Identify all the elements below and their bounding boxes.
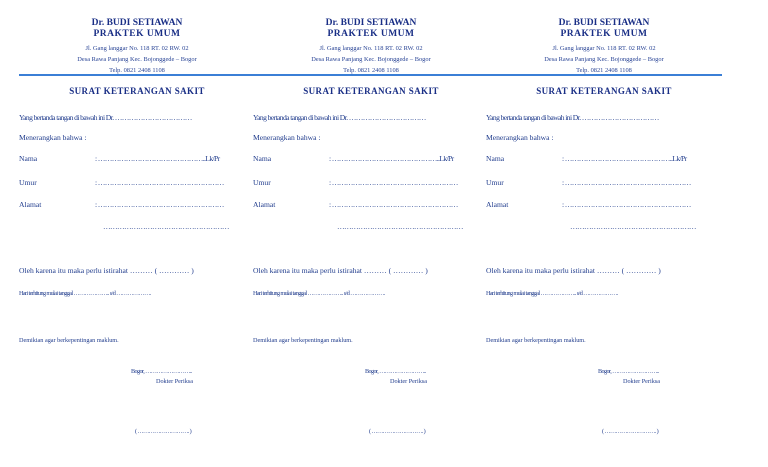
menerangkan-line: Menerangkan bahwa : — [253, 133, 321, 142]
demikian-line: Demikian agar berkepentingan maklum. — [253, 337, 353, 344]
hari-line: Hari terhitung mulai tanggal ……………….. s/d ………………. — [253, 290, 385, 297]
umur-label: Umur — [253, 178, 271, 187]
alamat-value: : ……………………………………………… — [329, 200, 458, 209]
nama-value: : ………………………………………..Lk/Pr — [329, 154, 454, 163]
phone: Telp. 0821 2408 1108 — [343, 67, 399, 74]
intro-line: Yang bertanda tangan di bawah ini Dr. …………………………… — [486, 113, 659, 122]
place-date-line: Bogor, …………………….. — [365, 368, 426, 375]
doctor-name: Dr. BUDI SETIAWAN — [325, 18, 417, 28]
nama-value: : ………………………………………..Lk/Pr — [562, 154, 687, 163]
phone: Telp. 0821 2408 1108 — [576, 67, 632, 74]
umur-value: : ……………………………………………… — [562, 178, 691, 187]
phone: Telp. 0821 2408 1108 — [109, 67, 165, 74]
practice-name: PRAKTEK UMUM — [327, 29, 415, 39]
header-divider — [253, 74, 489, 76]
address-line-2: Desa Rawa Panjang Kec. Bojonggede – Bogor — [544, 56, 664, 63]
letter-title: SURAT KETERANGAN SAKIT — [69, 86, 205, 96]
nama-label: Nama — [253, 154, 272, 163]
alamat-label: Alamat — [486, 200, 509, 209]
alamat-continuation: ……………………………………………… — [570, 222, 696, 231]
dokter-periksa-label: Dokter Periksa — [623, 378, 660, 385]
address-line-1: Jl. Gang langgar No. 118 RT. 02 RW. 02 — [85, 45, 189, 52]
signature-line: ( ………………………. ) — [135, 428, 192, 435]
signature-line: ( ………………………. ) — [369, 428, 426, 435]
intro-line: Yang bertanda tangan di bawah ini Dr. …………………………… — [19, 113, 192, 122]
letterhead — [253, 0, 489, 76]
nama-label: Nama — [19, 154, 38, 163]
umur-label: Umur — [486, 178, 504, 187]
umur-value: : ……………………………………………… — [95, 178, 224, 187]
dokter-periksa-label: Dokter Periksa — [156, 378, 193, 385]
demikian-line: Demikian agar berkepentingan maklum. — [486, 337, 586, 344]
umur-label: Umur — [19, 178, 37, 187]
letterhead — [486, 0, 722, 76]
nama-label: Nama — [486, 154, 505, 163]
umur-value: : ……………………………………………… — [329, 178, 458, 187]
alamat-continuation: ……………………………………………… — [103, 222, 229, 231]
letterhead — [19, 0, 255, 76]
address-line-1: Jl. Gang langgar No. 118 RT. 02 RW. 02 — [319, 45, 423, 52]
header-divider — [19, 74, 255, 76]
alamat-label: Alamat — [253, 200, 276, 209]
menerangkan-line: Menerangkan bahwa : — [19, 133, 87, 142]
letter-title: SURAT KETERANGAN SAKIT — [536, 86, 672, 96]
alamat-value: : ……………………………………………… — [95, 200, 224, 209]
sick-letter-form-3 — [486, 0, 722, 467]
sick-letter-form-1 — [19, 0, 255, 467]
signature-line: ( ………………………. ) — [602, 428, 659, 435]
alamat-label: Alamat — [19, 200, 42, 209]
sick-letter-form-2 — [253, 0, 489, 467]
address-line-2: Desa Rawa Panjang Kec. Bojonggede – Bogor — [77, 56, 197, 63]
alamat-continuation: ……………………………………………… — [337, 222, 463, 231]
place-date-line: Bogor, …………………….. — [598, 368, 659, 375]
istirahat-line: Oleh karena itu maka perlu istirahat ……… ( ………… ) — [253, 266, 428, 275]
doctor-name: Dr. BUDI SETIAWAN — [91, 18, 183, 28]
istirahat-line: Oleh karena itu maka perlu istirahat ……… ( ………… ) — [486, 266, 661, 275]
practice-name: PRAKTEK UMUM — [560, 29, 648, 39]
dokter-periksa-label: Dokter Periksa — [390, 378, 427, 385]
header-divider — [486, 74, 722, 76]
address-line-1: Jl. Gang langgar No. 118 RT. 02 RW. 02 — [552, 45, 656, 52]
istirahat-line: Oleh karena itu maka perlu istirahat ……… ( ………… ) — [19, 266, 194, 275]
intro-line: Yang bertanda tangan di bawah ini Dr. …………………………… — [253, 113, 426, 122]
place-date-line: Bogor, …………………….. — [131, 368, 192, 375]
letter-title: SURAT KETERANGAN SAKIT — [303, 86, 439, 96]
nama-value: : ………………………………………..Lk/Pr — [95, 154, 220, 163]
practice-name: PRAKTEK UMUM — [93, 29, 181, 39]
menerangkan-line: Menerangkan bahwa : — [486, 133, 554, 142]
hari-line: Hari terhitung mulai tanggal ……………….. s/d ………………. — [19, 290, 151, 297]
demikian-line: Demikian agar berkepentingan maklum. — [19, 337, 119, 344]
doctor-name: Dr. BUDI SETIAWAN — [558, 18, 650, 28]
address-line-2: Desa Rawa Panjang Kec. Bojonggede – Bogor — [311, 56, 431, 63]
alamat-value: : ……………………………………………… — [562, 200, 691, 209]
hari-line: Hari terhitung mulai tanggal ……………….. s/d ………………. — [486, 290, 618, 297]
